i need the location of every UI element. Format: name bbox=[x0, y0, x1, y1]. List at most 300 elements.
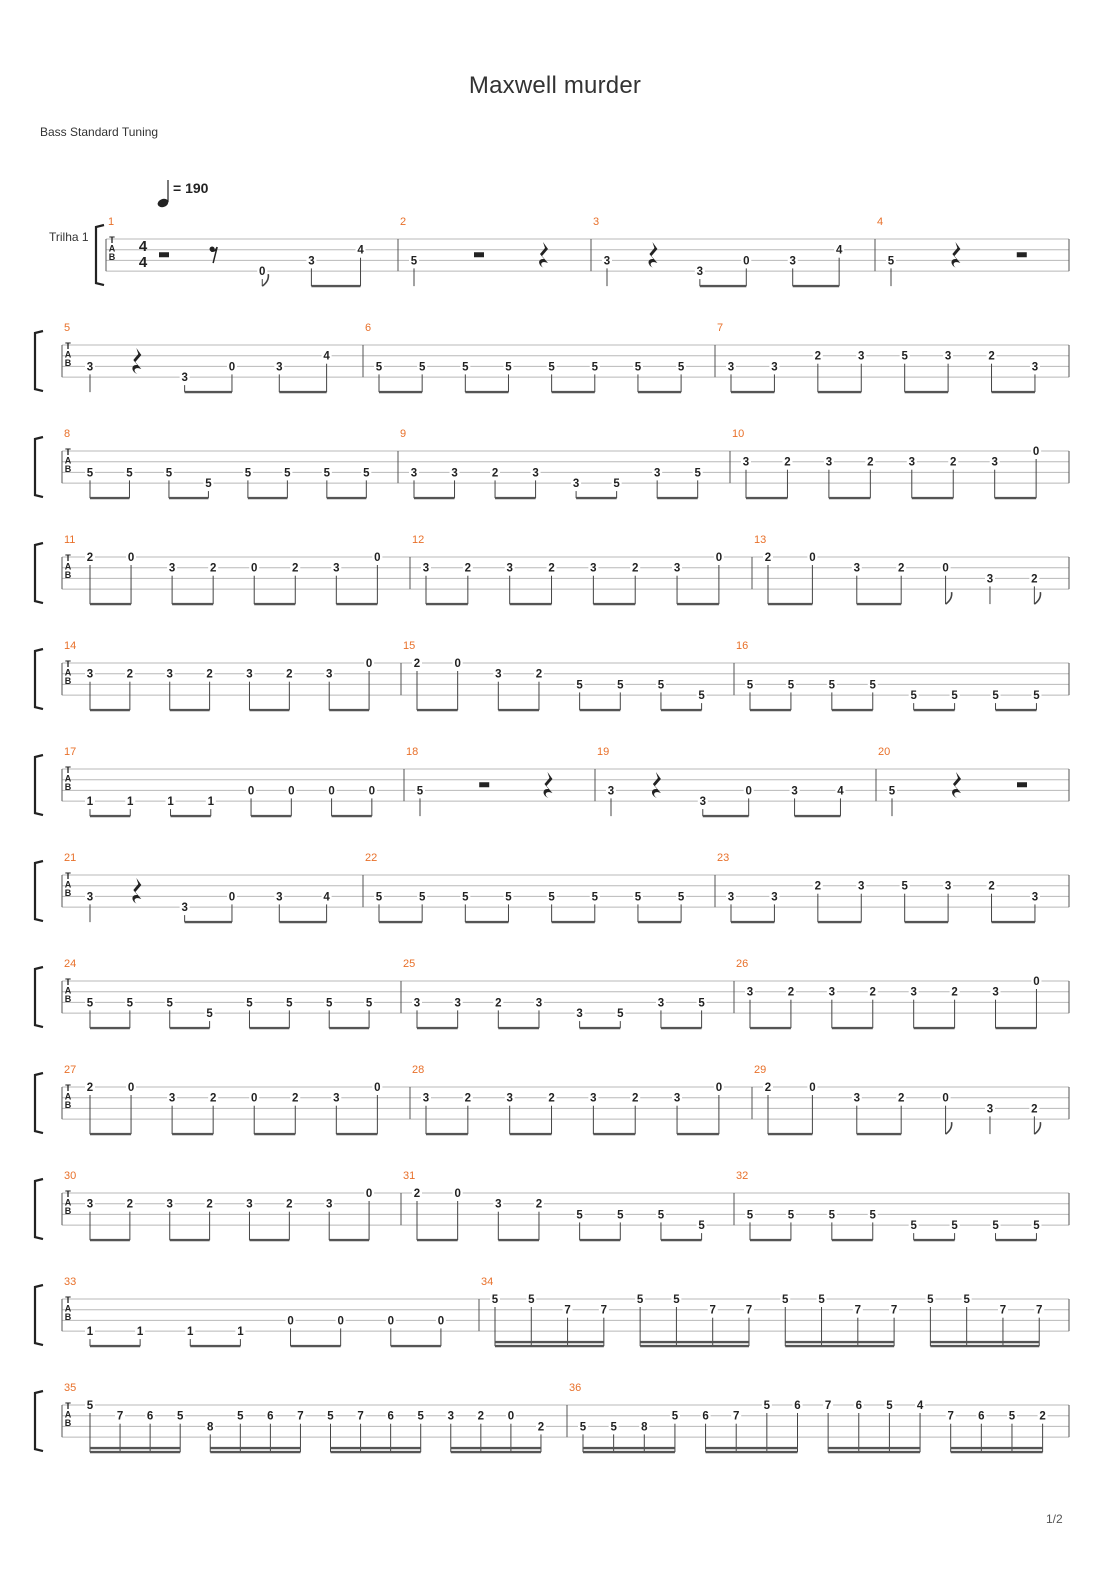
track-name: Trilha 1 bbox=[49, 230, 89, 244]
fret-number: 3 bbox=[791, 785, 798, 798]
fret-number: 3 bbox=[168, 562, 176, 575]
fret-number: 0 bbox=[809, 1082, 816, 1094]
fret-number: 3 bbox=[326, 668, 333, 681]
fret-number: 0 bbox=[251, 1092, 258, 1105]
measure-number: 34 bbox=[481, 1276, 494, 1288]
fret-number: 7 bbox=[733, 1410, 740, 1423]
tab-clef-letter: T bbox=[65, 447, 71, 457]
fret-number: 3 bbox=[532, 467, 539, 480]
fret-number: 2 bbox=[814, 350, 822, 363]
fret-number: 2 bbox=[292, 562, 299, 575]
fret-number: 5 bbox=[86, 1400, 94, 1412]
fret-number: 3 bbox=[853, 1092, 860, 1105]
fret-number: 0 bbox=[247, 785, 255, 798]
fret-number: 3 bbox=[910, 986, 917, 999]
fret-number: 5 bbox=[418, 361, 426, 374]
fret-number: 7 bbox=[890, 1304, 898, 1317]
tab-clef-letter: B bbox=[64, 464, 72, 474]
half-rest-icon bbox=[474, 252, 484, 257]
fret-number: 2 bbox=[1039, 1410, 1046, 1423]
fret-number: 3 bbox=[853, 562, 860, 575]
tab-clef-letter: T bbox=[65, 977, 71, 987]
quarter-rest-icon bbox=[652, 772, 661, 798]
fret-number: 5 bbox=[992, 690, 999, 703]
quarter-rest-icon bbox=[952, 772, 961, 798]
tab-clef-letter: B bbox=[64, 888, 72, 898]
measure-number: 11 bbox=[64, 534, 76, 546]
fret-number: 3 bbox=[572, 478, 580, 491]
fret-number: 5 bbox=[787, 1209, 795, 1222]
fret-number: 3 bbox=[1031, 361, 1039, 374]
fret-number: 7 bbox=[564, 1304, 571, 1317]
fret-number: 0 bbox=[374, 552, 381, 564]
measure-number: 28 bbox=[412, 1064, 425, 1076]
fret-number: 1 bbox=[86, 796, 94, 809]
fret-number: 3 bbox=[276, 891, 283, 904]
fret-number: 3 bbox=[495, 1198, 502, 1211]
fret-number: 5 bbox=[869, 679, 876, 692]
fret-number: 5 bbox=[671, 1410, 679, 1423]
fret-number: 3 bbox=[308, 255, 315, 268]
fret-number: 2 bbox=[537, 1421, 545, 1434]
tab-clef-letter: B bbox=[64, 676, 72, 686]
tab-clef-letter: T bbox=[65, 1401, 71, 1411]
fret-number: 3 bbox=[590, 1092, 597, 1105]
fret-number: 3 bbox=[506, 1092, 513, 1105]
fret-number: 2 bbox=[988, 350, 995, 363]
fret-number: 3 bbox=[828, 986, 836, 999]
fret-number: 5 bbox=[576, 679, 583, 692]
note-flag bbox=[946, 1122, 952, 1134]
system-bracket bbox=[35, 649, 43, 709]
fret-number: 2 bbox=[477, 1410, 485, 1423]
staff-system bbox=[35, 1170, 1069, 1240]
measure-number: 30 bbox=[64, 1170, 77, 1182]
fret-number: 5 bbox=[634, 891, 642, 904]
measure-number: 12 bbox=[412, 534, 425, 546]
fret-number: 2 bbox=[784, 456, 791, 469]
fret-number: 5 bbox=[417, 1410, 424, 1423]
staff-system bbox=[35, 852, 1069, 922]
measure-number: 31 bbox=[403, 1170, 416, 1182]
measure-number: 7 bbox=[717, 322, 724, 334]
measure-number: 14 bbox=[64, 640, 77, 652]
fret-number: 0 bbox=[507, 1410, 515, 1423]
half-rest-icon bbox=[159, 252, 169, 257]
measure-number: 5 bbox=[64, 322, 71, 334]
measure-number: 4 bbox=[877, 216, 884, 228]
fret-number: 5 bbox=[591, 361, 598, 374]
fret-number: 0 bbox=[228, 891, 236, 904]
tab-clef-letter: A bbox=[64, 1197, 72, 1208]
fret-number: 5 bbox=[763, 1400, 771, 1412]
fret-number: 8 bbox=[641, 1421, 648, 1434]
fret-number: 5 bbox=[617, 1008, 624, 1021]
staff-system bbox=[35, 746, 1069, 816]
fret-number: 3 bbox=[727, 361, 735, 374]
tab-clef-letter: A bbox=[64, 773, 72, 784]
fret-number: 5 bbox=[698, 997, 705, 1010]
fret-number: 3 bbox=[789, 255, 796, 268]
fret-number: 5 bbox=[694, 467, 701, 480]
fret-number: 5 bbox=[657, 679, 665, 692]
measure-number: 13 bbox=[754, 534, 767, 546]
fret-number: 5 bbox=[617, 1209, 624, 1222]
fret-number: 5 bbox=[246, 997, 253, 1010]
fret-number: 0 bbox=[287, 1315, 294, 1328]
fret-number: 2 bbox=[897, 1092, 905, 1105]
fret-number: 0 bbox=[454, 658, 461, 670]
fret-number: 2 bbox=[535, 1198, 543, 1211]
fret-number: 5 bbox=[951, 1220, 958, 1233]
tab-clef-letter: T bbox=[65, 1083, 71, 1093]
tab-clef-letter: T bbox=[65, 1295, 71, 1305]
fret-number: 3 bbox=[413, 997, 421, 1010]
fret-number: 3 bbox=[673, 1092, 681, 1105]
fret-number: 3 bbox=[696, 266, 704, 279]
note-flag bbox=[1034, 592, 1040, 604]
system-bracket bbox=[35, 755, 43, 815]
fret-number: 0 bbox=[259, 266, 266, 279]
fret-number: 2 bbox=[787, 986, 795, 999]
staff-system bbox=[96, 216, 1069, 286]
fret-number: 5 bbox=[166, 997, 173, 1010]
fret-number: 0 bbox=[228, 361, 236, 374]
fret-number: 2 bbox=[535, 668, 543, 681]
fret-number: 3 bbox=[454, 997, 461, 1010]
fret-number: 0 bbox=[942, 1092, 949, 1105]
fret-number: 1 bbox=[127, 796, 134, 809]
fret-number: 5 bbox=[869, 1209, 876, 1222]
staff-system bbox=[35, 640, 1069, 710]
fret-number: 3 bbox=[168, 1092, 176, 1105]
fret-number: 5 bbox=[1033, 1220, 1040, 1233]
fret-number: 8 bbox=[207, 1421, 214, 1434]
tab-clef-letter: A bbox=[64, 1303, 72, 1314]
fret-number: 2 bbox=[632, 1092, 639, 1105]
system-bracket bbox=[35, 967, 43, 1027]
fret-number: 2 bbox=[86, 1082, 94, 1094]
fret-number: 1 bbox=[136, 1326, 144, 1339]
tuning-label: Bass Standard Tuning bbox=[40, 125, 159, 139]
fret-number: 5 bbox=[375, 891, 383, 904]
measure-number: 22 bbox=[365, 852, 378, 864]
fret-number: 0 bbox=[365, 658, 373, 670]
fret-number: 7 bbox=[116, 1410, 124, 1423]
measure-number: 27 bbox=[64, 1064, 77, 1076]
fret-number: 2 bbox=[209, 1092, 217, 1105]
quarter-rest-icon bbox=[952, 242, 961, 268]
fret-number: 2 bbox=[286, 1198, 293, 1211]
fret-number: 0 bbox=[809, 552, 816, 564]
fret-number: 0 bbox=[454, 1188, 461, 1200]
fret-number: 0 bbox=[127, 1082, 135, 1094]
measure-number: 16 bbox=[736, 640, 749, 652]
fret-number: 5 bbox=[591, 891, 598, 904]
fret-number: 5 bbox=[746, 1209, 754, 1222]
fret-number: 3 bbox=[326, 1198, 333, 1211]
fret-number: 3 bbox=[86, 361, 94, 374]
fret-number: 0 bbox=[328, 785, 335, 798]
fret-number: 3 bbox=[746, 986, 754, 999]
fret-number: 7 bbox=[1036, 1304, 1043, 1317]
system-bracket bbox=[35, 861, 43, 921]
fret-number: 5 bbox=[410, 255, 418, 268]
fret-number: 3 bbox=[992, 986, 999, 999]
fret-number: 5 bbox=[176, 1410, 184, 1423]
fret-number: 2 bbox=[548, 562, 555, 575]
tab-clef-letter: B bbox=[64, 1312, 72, 1322]
fret-number: 2 bbox=[286, 668, 293, 681]
measure-number: 9 bbox=[400, 428, 407, 440]
system-bracket bbox=[35, 543, 43, 603]
measure-number: 3 bbox=[593, 216, 600, 228]
fret-number: 3 bbox=[858, 350, 865, 363]
measure-number: 2 bbox=[400, 216, 407, 228]
fret-number: 3 bbox=[771, 891, 778, 904]
measure-number: 1 bbox=[108, 216, 115, 228]
fret-number: 7 bbox=[854, 1304, 862, 1317]
fret-number: 6 bbox=[702, 1410, 709, 1423]
fret-number: 5 bbox=[787, 679, 795, 692]
system-bracket bbox=[35, 1285, 43, 1345]
fret-number: 7 bbox=[600, 1304, 608, 1317]
fret-number: 2 bbox=[764, 1082, 772, 1094]
fret-number: 5 bbox=[677, 891, 685, 904]
fret-number: 6 bbox=[978, 1410, 985, 1423]
fret-number: 5 bbox=[1033, 690, 1040, 703]
fret-number: 2 bbox=[206, 668, 213, 681]
fret-number: 2 bbox=[495, 997, 502, 1010]
fret-number: 4 bbox=[323, 891, 330, 904]
fret-number: 3 bbox=[576, 1008, 583, 1021]
tab-clef-letter: A bbox=[64, 455, 72, 466]
fret-number: 5 bbox=[375, 361, 383, 374]
fret-number: 6 bbox=[146, 1410, 154, 1423]
fret-number: 7 bbox=[999, 1304, 1007, 1317]
measure-number: 19 bbox=[597, 746, 610, 758]
fret-number: 5 bbox=[746, 679, 754, 692]
fret-number: 2 bbox=[292, 1092, 299, 1105]
fret-number: 4 bbox=[357, 244, 364, 257]
fret-number: 3 bbox=[986, 1103, 994, 1116]
tab-clef-letter: B bbox=[108, 252, 116, 262]
measure-number: 33 bbox=[64, 1276, 77, 1288]
fret-number: 3 bbox=[451, 467, 458, 480]
fret-number: 5 bbox=[126, 997, 134, 1010]
fret-number: 3 bbox=[742, 456, 750, 469]
fret-number: 4 bbox=[323, 350, 330, 363]
fret-number: 3 bbox=[858, 880, 865, 893]
fret-number: 3 bbox=[986, 573, 994, 586]
measure-number: 15 bbox=[403, 640, 416, 652]
measure-number: 26 bbox=[736, 958, 749, 970]
fret-number: 3 bbox=[825, 456, 833, 469]
fret-number: 3 bbox=[590, 562, 597, 575]
fret-number: 1 bbox=[167, 796, 174, 809]
fret-number: 5 bbox=[782, 1294, 789, 1306]
tab-clef-letter: B bbox=[64, 994, 72, 1004]
fret-number: 0 bbox=[743, 255, 750, 268]
fret-number: 3 bbox=[727, 891, 735, 904]
tab-clef-letter: A bbox=[64, 1091, 72, 1102]
fret-number: 5 bbox=[286, 997, 293, 1010]
fret-number: 5 bbox=[528, 1294, 535, 1306]
measure-number: 35 bbox=[64, 1382, 77, 1394]
tab-clef-letter: T bbox=[65, 553, 71, 563]
fret-number: 3 bbox=[181, 372, 188, 385]
fret-number: 0 bbox=[387, 1315, 394, 1328]
fret-number: 2 bbox=[464, 1092, 472, 1105]
fret-number: 5 bbox=[363, 467, 370, 480]
fret-number: 3 bbox=[495, 668, 502, 681]
fret-number: 1 bbox=[86, 1326, 94, 1339]
measure-number: 21 bbox=[64, 852, 77, 864]
fret-number: 3 bbox=[422, 1092, 430, 1105]
tab-clef-letter: A bbox=[64, 561, 72, 572]
system-bracket bbox=[35, 331, 43, 391]
tab-clef-letter: A bbox=[108, 243, 116, 254]
tab-clef-letter: B bbox=[64, 1100, 72, 1110]
system-bracket bbox=[35, 1073, 43, 1133]
note-flag bbox=[1034, 1122, 1040, 1134]
measure-number: 17 bbox=[64, 746, 77, 758]
half-rest-icon bbox=[1017, 252, 1027, 257]
measure-number: 32 bbox=[736, 1170, 749, 1182]
fret-number: 0 bbox=[745, 785, 752, 798]
fret-number: 7 bbox=[824, 1400, 832, 1412]
fret-number: 3 bbox=[422, 562, 430, 575]
tab-clef-letter: B bbox=[64, 358, 72, 368]
quarter-rest-icon bbox=[539, 242, 548, 268]
fret-number: 5 bbox=[828, 679, 836, 692]
fret-number: 5 bbox=[165, 467, 173, 480]
fret-number: 5 bbox=[579, 1421, 587, 1434]
fret-number: 5 bbox=[963, 1294, 970, 1306]
fret-number: 0 bbox=[365, 1188, 373, 1200]
fret-number: 5 bbox=[491, 1294, 499, 1306]
fret-number: 5 bbox=[828, 1209, 836, 1222]
fret-number: 5 bbox=[617, 679, 624, 692]
fret-number: 5 bbox=[887, 255, 895, 268]
tab-clef-letter: A bbox=[64, 985, 72, 996]
fret-number: 0 bbox=[715, 1082, 723, 1094]
staff-system bbox=[35, 958, 1069, 1028]
tab-clef-letter: T bbox=[65, 871, 71, 881]
fret-number: 5 bbox=[462, 891, 469, 904]
fret-number: 3 bbox=[603, 255, 611, 268]
fret-number: 5 bbox=[951, 690, 958, 703]
tab-clef-letter: B bbox=[64, 1206, 72, 1216]
fret-number: 5 bbox=[698, 690, 705, 703]
fret-number: 2 bbox=[869, 986, 876, 999]
fret-number: 2 bbox=[491, 467, 499, 480]
fret-number: 3 bbox=[181, 902, 188, 915]
tab-clef-letter: B bbox=[64, 570, 72, 580]
system-bracket bbox=[35, 437, 43, 497]
fret-number: 2 bbox=[126, 1198, 134, 1211]
fret-number: 5 bbox=[992, 1220, 999, 1233]
fret-number: 2 bbox=[764, 552, 772, 564]
fret-number: 2 bbox=[413, 658, 421, 670]
tab-clef-letter: T bbox=[65, 765, 71, 775]
tab-clef-letter: T bbox=[65, 341, 71, 351]
fret-number: 6 bbox=[855, 1400, 862, 1412]
fret-number: 7 bbox=[745, 1304, 753, 1317]
song-title: Maxwell murder bbox=[468, 72, 642, 99]
fret-number: 5 bbox=[910, 690, 917, 703]
page-number: 1/2 bbox=[1046, 1512, 1063, 1526]
fret-number: 5 bbox=[327, 1410, 334, 1423]
fret-number: 3 bbox=[657, 997, 665, 1010]
fret-number: 5 bbox=[206, 1008, 213, 1021]
tab-clef-letter: B bbox=[64, 1418, 72, 1428]
staff-system bbox=[35, 534, 1069, 604]
fret-number: 5 bbox=[927, 1294, 934, 1306]
fret-number: 5 bbox=[326, 997, 333, 1010]
fret-number: 0 bbox=[127, 552, 135, 564]
fret-number: 5 bbox=[576, 1209, 583, 1222]
fret-number: 0 bbox=[1033, 976, 1040, 988]
fret-number: 3 bbox=[166, 668, 173, 681]
fret-number: 5 bbox=[86, 467, 94, 480]
measure-number: 20 bbox=[878, 746, 891, 758]
fret-number: 4 bbox=[835, 244, 843, 257]
fret-number: 3 bbox=[607, 785, 615, 798]
half-rest-icon bbox=[1017, 782, 1027, 787]
fret-number: 5 bbox=[910, 1220, 917, 1233]
fret-number: 0 bbox=[374, 1082, 381, 1094]
tab-clef-letter: A bbox=[64, 879, 72, 890]
staff-system bbox=[35, 428, 1069, 498]
half-rest-icon bbox=[479, 782, 489, 787]
fret-number: 2 bbox=[86, 552, 94, 564]
fret-number: 5 bbox=[673, 1294, 680, 1306]
fret-number: 3 bbox=[535, 997, 543, 1010]
fret-number: 2 bbox=[548, 1092, 555, 1105]
fret-number: 4 bbox=[916, 1400, 924, 1412]
fret-number: 1 bbox=[237, 1326, 244, 1339]
fret-number: 0 bbox=[1032, 446, 1040, 458]
fret-number: 3 bbox=[944, 880, 952, 893]
fret-number: 3 bbox=[246, 668, 253, 681]
system-bracket bbox=[96, 225, 104, 285]
fret-number: 7 bbox=[297, 1410, 304, 1423]
fret-number: 3 bbox=[944, 350, 952, 363]
quarter-rest-icon bbox=[649, 242, 658, 268]
fret-number: 5 bbox=[126, 467, 133, 480]
fret-number: 7 bbox=[709, 1304, 716, 1317]
fret-number: 5 bbox=[634, 361, 642, 374]
staff-system bbox=[35, 322, 1069, 392]
fret-number: 6 bbox=[794, 1400, 801, 1412]
fret-number: 5 bbox=[636, 1294, 644, 1306]
fret-number: 0 bbox=[288, 785, 295, 798]
fret-number: 5 bbox=[1008, 1410, 1016, 1423]
fret-number: 3 bbox=[276, 361, 283, 374]
fret-number: 3 bbox=[1031, 891, 1039, 904]
fret-number: 2 bbox=[1031, 573, 1038, 586]
fret-number: 0 bbox=[251, 562, 258, 575]
fret-number: 5 bbox=[462, 361, 469, 374]
quarter-rest-icon bbox=[132, 348, 141, 374]
measure-number: 23 bbox=[717, 852, 730, 864]
fret-number: 5 bbox=[548, 361, 555, 374]
fret-number: 3 bbox=[991, 456, 998, 469]
fret-number: 2 bbox=[126, 668, 134, 681]
quarter-rest-icon bbox=[132, 878, 141, 904]
fret-number: 2 bbox=[413, 1188, 421, 1200]
